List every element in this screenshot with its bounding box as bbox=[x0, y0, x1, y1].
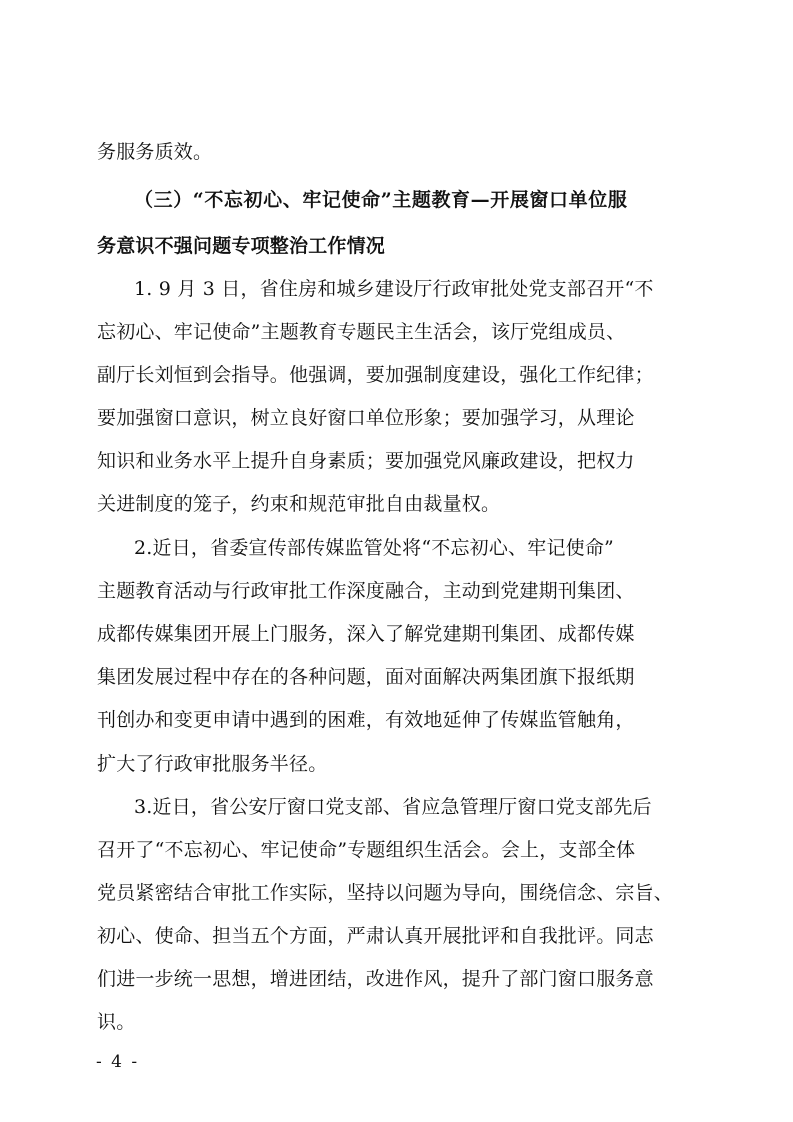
text-line: 务服务质效。 bbox=[97, 141, 213, 163]
text-line: 初心、使命、担当五个方面，严肃认真开展批评和自我批评。同志 bbox=[97, 925, 654, 947]
text-line: 主题教育活动与行政审批工作深度融合，主动到党建期刊集团、 bbox=[97, 580, 635, 602]
text-line: 扩大了行政审批服务半径。 bbox=[97, 753, 328, 775]
text-line: 集团发展过程中存在的各种问题，面对面解决两集团旗下报纸期 bbox=[97, 666, 635, 688]
text-line: 1. 9 月 3 日，省住房和城乡建设厅行政审批处党支部召开“不 bbox=[134, 278, 654, 300]
section-heading-line: 务意识不强问题专项整治工作情况 bbox=[97, 235, 386, 257]
text-line: 识。 bbox=[97, 1011, 136, 1033]
text-line: 刊创办和变更申请中遇到的困难，有效地延伸了传媒监管触角， bbox=[97, 709, 635, 731]
text-line: 们进一步统一思想，增进团结，改进作风，提升了部门窗口服务意 bbox=[97, 968, 654, 990]
text-line: 要加强窗口意识，树立良好窗口单位形象；要加强学习，从理论 bbox=[97, 407, 635, 429]
text-line: 副厅长刘恒到会指导。他强调，要加强制度建设，强化工作纪律； bbox=[97, 364, 654, 386]
section-heading-line: （三）“不忘初心、牢记使命”主题教育—开展窗口单位服 bbox=[134, 189, 628, 211]
text-line: 知识和业务水平上提升自身素质；要加强党风廉政建设，把权力 bbox=[97, 450, 635, 472]
page-number: - 4 - bbox=[96, 1052, 140, 1072]
text-line: 2.近日，省委宣传部传媒监管处将“不忘初心、牢记使命” bbox=[134, 537, 614, 559]
text-line: 召开了“不忘初心、牢记使命”专题组织生活会。会上，支部全体 bbox=[97, 839, 636, 861]
text-line: 党员紧密结合审批工作实际，坚持以问题为导向，围绕信念、宗旨、 bbox=[97, 882, 674, 904]
text-line: 3.近日，省公安厅窗口党支部、省应急管理厅窗口党支部先后 bbox=[134, 796, 652, 818]
text-line: 成都传媒集团开展上门服务，深入了解党建期刊集团、成都传媒 bbox=[97, 623, 635, 645]
text-line: 关进制度的笼子，约束和规范审批自由裁量权。 bbox=[97, 493, 501, 515]
text-line: 忘初心、牢记使命”主题教育专题民主生活会，该厅党组成员、 bbox=[97, 321, 626, 343]
